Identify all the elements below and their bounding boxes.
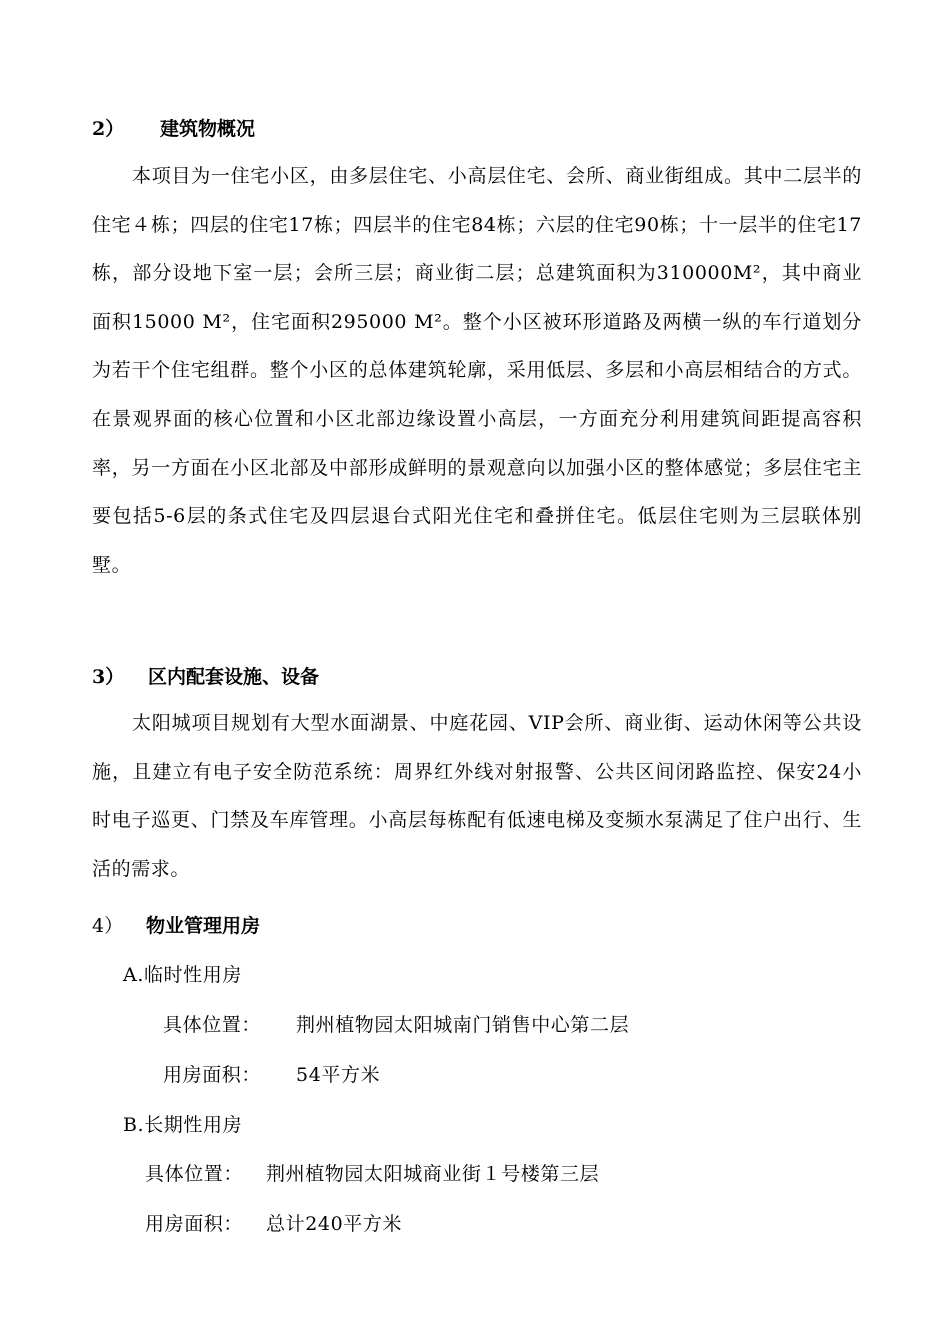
subsection-a-area	[163, 1060, 380, 1087]
subsection-b-title: B.长期性用房	[123, 1114, 243, 1136]
subsection-a-location	[163, 1010, 629, 1037]
area-label: 用房面积：	[145, 1213, 244, 1235]
section-3-heading	[92, 662, 319, 689]
subsection-b-area	[145, 1209, 402, 1236]
location-value: 荆州植物园太阳城商业街１号楼第三层	[266, 1163, 600, 1185]
area-value: 54平方米	[296, 1064, 381, 1086]
location-label: 具体位置：	[163, 1014, 262, 1036]
section-2-heading	[92, 114, 255, 141]
subsection-a-title: A.临时性用房	[123, 964, 242, 986]
section-4-title: 物业管理用房	[146, 915, 261, 937]
area-label: 用房面积：	[163, 1064, 262, 1086]
section-2-body: 本项目为一住宅小区，由多层住宅、小高层住宅、会所、商业街组成。其中二层半的住宅４栋；四层的住宅17栋；四层半的住宅84栋；六层的住宅90栋；十一层半的住宅17栋，部分设地下室一层；会所三层；商业街二层；总建筑面积为310000M²，其中商业面积15000 M²，住宅面积295000 M²。整个小区被环形道路及两横一纵的车行道划分为若干个住宅组群。整个小区的总体建筑轮廓，采用低层、多层和小高层相结合的方式。在景观界面的核心位置和小区北部边缘设置小高层，一方面充分利用建筑间距提高容积率，另一方面在小区北部及中部形成鲜明的景观意向以加强小区的整体感觉；多层住宅主要包括5-6层的条式住宅及四层退台式阳光住宅和叠拼住宅。低层住宅则为三层联体别墅。	[92, 165, 863, 576]
section-3-body: 太阳城项目规划有大型水面湖景、中庭花园、VIP会所、商业街、运动休闲等公共设施，且建立有电子安全防范系统：周界红外线对射报警、公共区间闭路监控、保安24小时电子巡更、门禁及车库管理。小高层每栋配有低速电梯及变频水泵满足了住户出行、生活的需求。	[92, 712, 862, 880]
subsection-b-location	[145, 1159, 599, 1186]
section-3-number: 3）	[92, 666, 125, 688]
location-value: 荆州植物园太阳城南门销售中心第二层	[296, 1014, 630, 1036]
section-4-number: 4）	[92, 915, 124, 937]
section-3-title: 区内配套设施、设备	[148, 666, 320, 688]
section-4-heading	[92, 911, 260, 938]
location-label: 具体位置：	[145, 1163, 244, 1185]
section-2-number: 2）	[92, 118, 125, 140]
area-value: 总计240平方米	[266, 1213, 403, 1235]
section-2-title: 建筑物概况	[160, 118, 256, 140]
